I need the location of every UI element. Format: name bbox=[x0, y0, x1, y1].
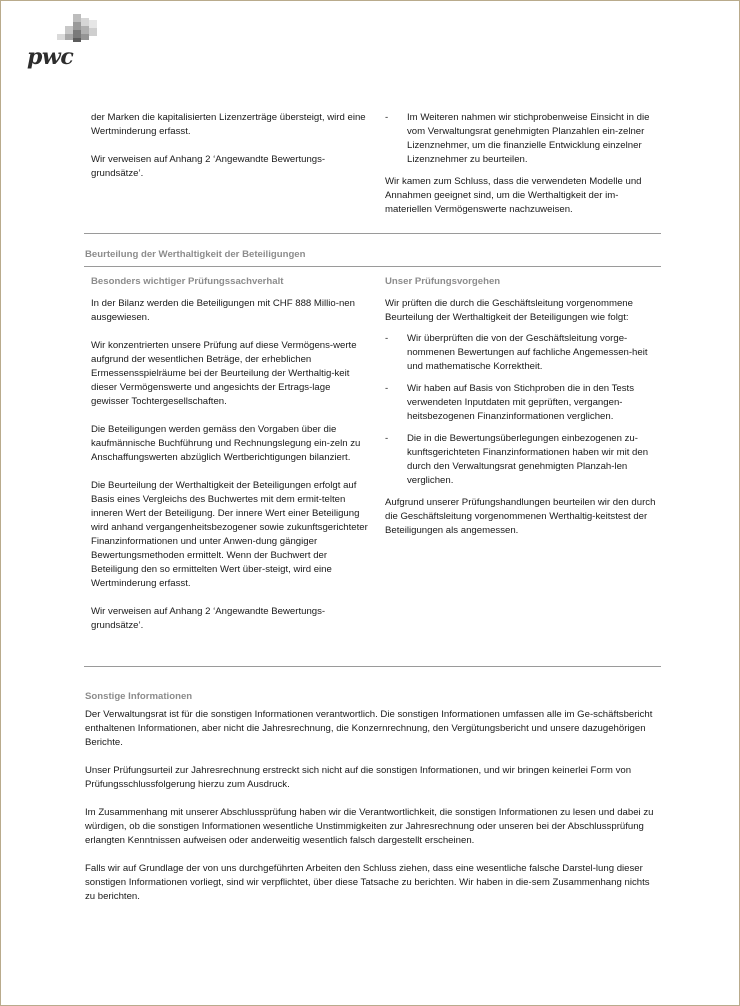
bullet-icon: - bbox=[385, 433, 389, 444]
vorgehen-column bbox=[385, 297, 661, 552]
paragraph: Unser Prüfungsurteil zur Jahresrechnung erstreckt sich nicht auf die sonstigen Informationen, und wir bringen keinerlei Form von Prüfungsschlussfolgerung hierzu zum Ausdruck. bbox=[85, 765, 632, 790]
paragraph: Falls wir auf Grundlage der von uns durchgeführten Arbeiten den Schluss ziehen, dass eine wesentliche falsche Darstel-lung dieser sonstigen Informationen vorliegt, sind wir verpflichtet, über diese Tatsache zu berichten. Wir haben in die-sem Zusammenhang nichts zu berichten. bbox=[85, 863, 650, 902]
top-right-column bbox=[385, 111, 661, 231]
column-heading-sachverhalt: Besonders wichtiger Prüfungssachverhalt bbox=[91, 276, 284, 287]
sachverhalt-column bbox=[91, 297, 369, 647]
paragraph: Die Beurteilung der Werthaltigkeit der Beteiligungen erfolgt auf Basis eines Vergleichs des Buchwertes mit dem ermit-telten inneren Wert der Beteiligung. Der innere Wert einer Beteiligung wird anhand vergangenheitsbezogener sowie zukunftsgerichteter Finanzinformationen und unter Anwen-dung gängiger Bewertungsmethoden ermittelt. Wenn der Buchwert der Beteiligung den so ermittelten Wert über-steigt, wird eine Wertminderung erfasst. bbox=[91, 480, 368, 589]
list-item-text: Wir haben auf Basis von Stichproben die in den Tests verwendeten Inputdaten mit geprüften, vergangen-heitsbezogenen Finanzinformationen verglichen. bbox=[407, 383, 635, 422]
list-item bbox=[385, 332, 661, 374]
list-item bbox=[385, 111, 661, 167]
divider bbox=[84, 233, 661, 234]
paragraph: Im Zusammenhang mit unserer Abschlussprüfung haben wir die Verantwortlichkeit, die sonstigen Informationen zu lesen und dabei zu würdigen, ob die sonstigen Informationen wesentliche Unstimmigkeiten zur Jahresrechnung oder unseren bei der Abschlussprüfung erlangten Kenntnissen aufweisen oder anderweitig wesentlich falsch dargestellt erscheinen. bbox=[85, 807, 654, 846]
section-title-beteiligungen: Beurteilung der Werthaltigkeit der Beteiligungen bbox=[85, 249, 306, 260]
list-item-text: Wir überprüften die von der Geschäftsleitung vorge-nommenen Bewertungen auf fachliche Angemessen-heit und mathematische Korrektheit. bbox=[407, 333, 648, 372]
paragraph: Der Verwaltungsrat ist für die sonstigen Informationen verantwortlich. Die sonstigen Informationen umfassen alle im Ge-schäftsbericht enthaltenen Informationen, aber nicht die Jahresrechnung, die Konzernrechnung, den Vergütungsbericht und unsere dazugehörigen Berichte. bbox=[85, 709, 653, 748]
paragraph: Wir verweisen auf Anhang 2 ‘Angewandte Bewertungs-grundsätze’. bbox=[91, 154, 326, 179]
top-left-column bbox=[91, 111, 369, 195]
bullet-icon: - bbox=[385, 112, 389, 123]
divider bbox=[84, 666, 661, 667]
paragraph: Aufgrund unserer Prüfungshandlungen beurteilen wir den durch die Geschäftsleitung vorgenommenen Werthaltig-keitstest der Beteiligungen als angemessen. bbox=[385, 497, 656, 536]
list-item bbox=[385, 432, 661, 488]
list-item bbox=[385, 382, 661, 424]
paragraph: Die Beteiligungen werden gemäss den Vorgaben über die kaufmännische Buchführung und Rechnungslegung ein-zeln zu Anschaffungswerten abzüglich Wertberichtigungen bilanziert. bbox=[91, 424, 361, 463]
paragraph: Wir prüften die durch die Geschäftsleitung vorgenommene Beurteilung der Werthaltigkeit der Beteiligungen wie folgt: bbox=[385, 298, 633, 323]
list-item-text: Im Weiteren nahmen wir stichprobenweise Einsicht in die vom Verwaltungsrat genehmigten Planzahlen ein-zelner Lizenznehmer, um die finanzielle Entwicklung einzelner Lizenznehmer zu beurteilen. bbox=[407, 112, 650, 165]
bullet-icon: - bbox=[385, 383, 389, 394]
sonstige-informationen-body bbox=[85, 708, 655, 918]
bullet-icon: - bbox=[385, 333, 389, 344]
pwc-logo-text: pwc bbox=[27, 44, 74, 70]
paragraph: Wir kamen zum Schluss, dass die verwendeten Modelle und Annahmen geeignet sind, um die Werthaltigkeit der im-materiellen Vermögenswerte nachzuweisen. bbox=[385, 176, 642, 215]
divider bbox=[84, 266, 661, 267]
paragraph: Wir konzentrierten unsere Prüfung auf diese Vermögens-werte aufgrund der wesentlichen Beträge, der erheblichen Ermessensspielräume bei der Beurteilung der Werthaltig-keit dieser Vermögenswerte und angesichts der Ertrags-lage gewisser Tochtergesellschaften. bbox=[91, 340, 357, 407]
list-item-text: Die in die Bewertungsüberlegungen einbezogenen zu-kunftsgerichteten Finanzinformationen haben wir mit den durch den Verwaltungsrat genehmigten Planzah-len verglichen. bbox=[407, 433, 649, 486]
paragraph: der Marken die kapitalisierten Lizenzerträge übersteigt, wird eine Wertminderung erfasst. bbox=[91, 112, 366, 137]
column-heading-vorgehen: Unser Prüfungsvorgehen bbox=[385, 276, 501, 287]
paragraph: Wir verweisen auf Anhang 2 ‘Angewandte Bewertungs-grundsätze’. bbox=[91, 606, 326, 631]
paragraph: In der Bilanz werden die Beteiligungen mit CHF 888 Millio-nen ausgewiesen. bbox=[91, 298, 355, 323]
section-title-sonstige: Sonstige Informationen bbox=[85, 691, 193, 702]
